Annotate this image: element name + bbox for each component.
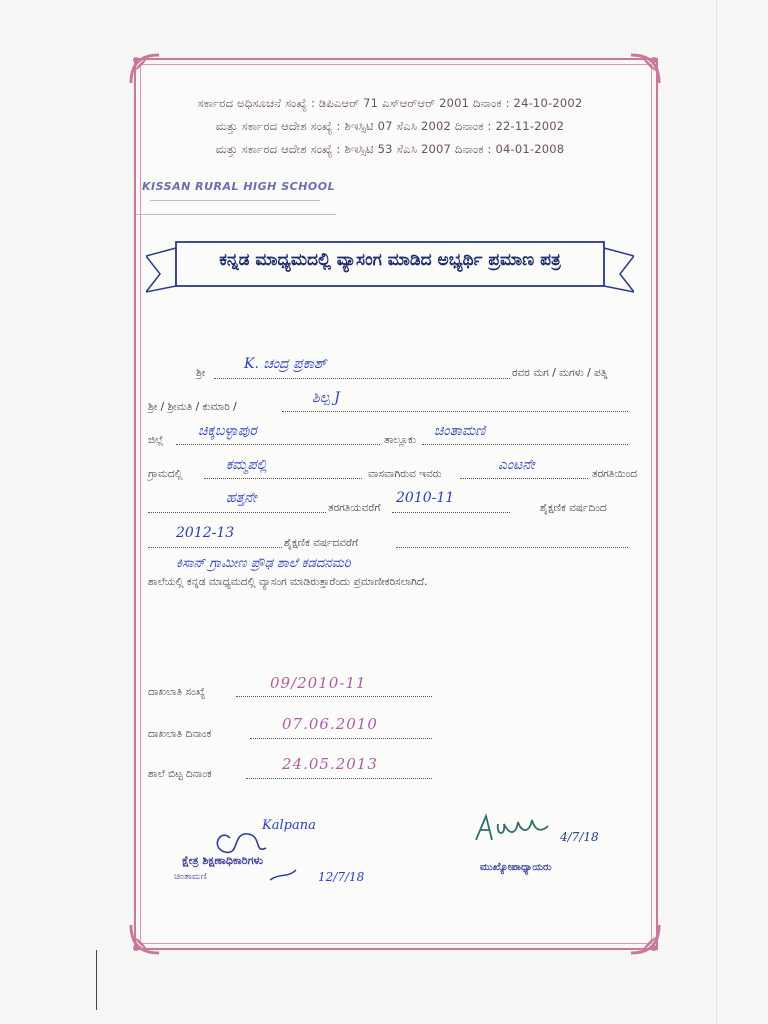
headmaster-signature	[440, 806, 640, 886]
from-year-label: ಶೈಕ್ಷಣಿಕ ವರ್ಷದಿಂದ	[540, 502, 607, 514]
district-label: ಜಿಲ್ಲೆ	[148, 434, 164, 446]
father-name-value: K. ಚಂದ್ರ ಪ್ರಕಾಶ್	[244, 356, 327, 372]
left-seal-title: ಕ್ಷೇತ್ರ ಶಿಕ್ಷಣಾಧಿಕಾರಿಗಳು	[182, 854, 263, 867]
header-line-2: ಮತ್ತು ಸರ್ಕಾರದ ಆದೇಶ ಸಂಖ್ಯೆ : ಶಿಇಸ್ಸಿಟಿ 07 ಸೆಎಸಿ 2002 ದಿನಾಂಕ : 22-11-2002	[215, 119, 565, 133]
residing-label: ವಾಸವಾಗಿರುವ ಇವರು	[368, 468, 442, 480]
to-class-value: ಹತ್ತನೇ	[226, 490, 257, 506]
taluk-label: ತಾಲ್ಲೂಕು	[384, 434, 417, 446]
field-line	[148, 512, 326, 513]
district-value: ಚಿಕ್ಕಬಳ್ಳಾಪುರ	[198, 423, 257, 439]
field-line	[204, 478, 362, 479]
field-line	[392, 512, 510, 513]
scan-margin-line	[96, 950, 97, 1010]
corner-ornament-icon	[128, 922, 162, 956]
field-line	[250, 738, 432, 739]
kumari-label: ಶ್ರೀ / ಶ್ರೀಮತಿ / ಕುಮಾರಿ /	[148, 401, 237, 413]
signature-scribble-icon	[440, 806, 640, 886]
field-line	[460, 478, 588, 479]
taluk-value: ಚಿಂತಾಮಣಿ	[434, 423, 486, 439]
right-signature-date: 4/7/18	[560, 830, 599, 844]
stamp-line	[150, 200, 320, 201]
leaving-date-value: 24.05.2013	[282, 755, 378, 773]
corner-ornament-icon	[128, 52, 162, 86]
certificate-title: ಕನ್ನಡ ಮಾಧ್ಯಮದಲ್ಲಿ ವ್ಯಾಸಂಗ ಮಾಡಿದ ಅಭ್ಯರ್ಥಿ ಪ್ರಮಾಣ ಪತ್ರ	[219, 250, 561, 270]
left-signature-name: Kalpana	[262, 818, 316, 833]
to-class-label: ತರಗತಿಯವರೆಗೆ	[328, 502, 381, 514]
scan-edge-line	[716, 0, 717, 1024]
field-line	[236, 696, 432, 697]
leaving-date-label: ಶಾಲೆ ಬಿಟ್ಟ ದಿನಾಂಕ	[148, 768, 212, 780]
admission-date-value: 07.06.2010	[282, 715, 378, 733]
from-year-value: 2010-11	[396, 490, 455, 506]
to-year-label: ಶೈಕ್ಷಣಿಕ ವರ್ಷದವರೆಗೆ	[284, 537, 359, 549]
header-line-1: ಸರ್ಕಾರದ ಅಧಿಸೂಚನೆ ಸಂಖ್ಯೆ : ಡಿಪಿಎಆರ್ 71 ಎಸ್‌ಆರ್‌ಆರ್ 2001 ದಿನಾಂಕ : 24-10-2002	[197, 96, 583, 110]
field-line	[214, 378, 510, 379]
field-line	[148, 547, 282, 548]
admission-number-value: 09/2010-11	[270, 674, 367, 692]
field-line	[422, 444, 628, 445]
left-signature-date: 12/7/18	[318, 870, 365, 884]
field-line	[246, 778, 432, 779]
village-label: ಗ್ರಾಮದಲ್ಲಿ	[148, 468, 183, 480]
shri-label: ಶ್ರೀ	[196, 367, 206, 379]
stamp-line	[136, 214, 336, 215]
from-class-value: ಎಂಟನೇ	[498, 457, 535, 473]
school-stamp-name: KISSAN RURAL HIGH SCHOOL	[142, 180, 336, 193]
admission-date-label: ದಾಖಲಾತಿ ದಿನಾಂಕ	[148, 728, 212, 740]
from-class-label: ತರಗತಿಯಿಂದ	[592, 468, 638, 480]
school-name-value: ಕಿಸಾನ್ ಗ್ರಾಮೀಣ ಪ್ರೌಢ ಶಾಲೆ ಕಡದನಮರಿ	[176, 556, 351, 571]
corner-ornament-icon	[628, 922, 662, 956]
to-year-value: 2012-13	[176, 525, 235, 541]
left-seal-office: ಚಿಂತಾಮಣಿ	[174, 872, 207, 882]
certification-statement: ಶಾಲೆಯಲ್ಲಿ ಕನ್ನಡ ಮಾಧ್ಯಮದಲ್ಲಿ ವ್ಯಾಸಂಗ ಮಾಡಿರುತ್ತಾರೆಂದು ಪ್ರಮಾಣೀಕರಿಸಲಾಗಿದೆ.	[148, 576, 428, 588]
candidate-name-value: ಶಿಲ್ಪ J	[312, 390, 340, 406]
field-line	[396, 547, 628, 548]
corner-ornament-icon	[628, 52, 662, 86]
header-line-3: ಮತ್ತು ಸರ್ಕಾರದ ಆದೇಶ ಸಂಖ್ಯೆ : ಶಿಇಸ್ಸಿಟಿ 53 ಸೆಎಸಿ 2007 ದಿನಾಂಕ : 04-01-2008	[215, 142, 565, 156]
admission-number-label: ದಾಖಲಾತಿ ಸಂಖ್ಯೆ	[148, 686, 206, 698]
relation-label: ರವರ ಮಗ / ಮಗಳು / ಪತ್ನಿ	[512, 367, 608, 379]
village-value: ಕಮ್ಮಪಲ್ಲಿ	[226, 457, 268, 473]
title-banner	[146, 236, 634, 296]
block-education-officer-signature	[170, 818, 400, 898]
field-line	[176, 444, 380, 445]
field-line	[282, 411, 628, 412]
right-seal-title: ಮುಖ್ಯೋಪಾಧ್ಯಾಯರು	[480, 862, 552, 873]
